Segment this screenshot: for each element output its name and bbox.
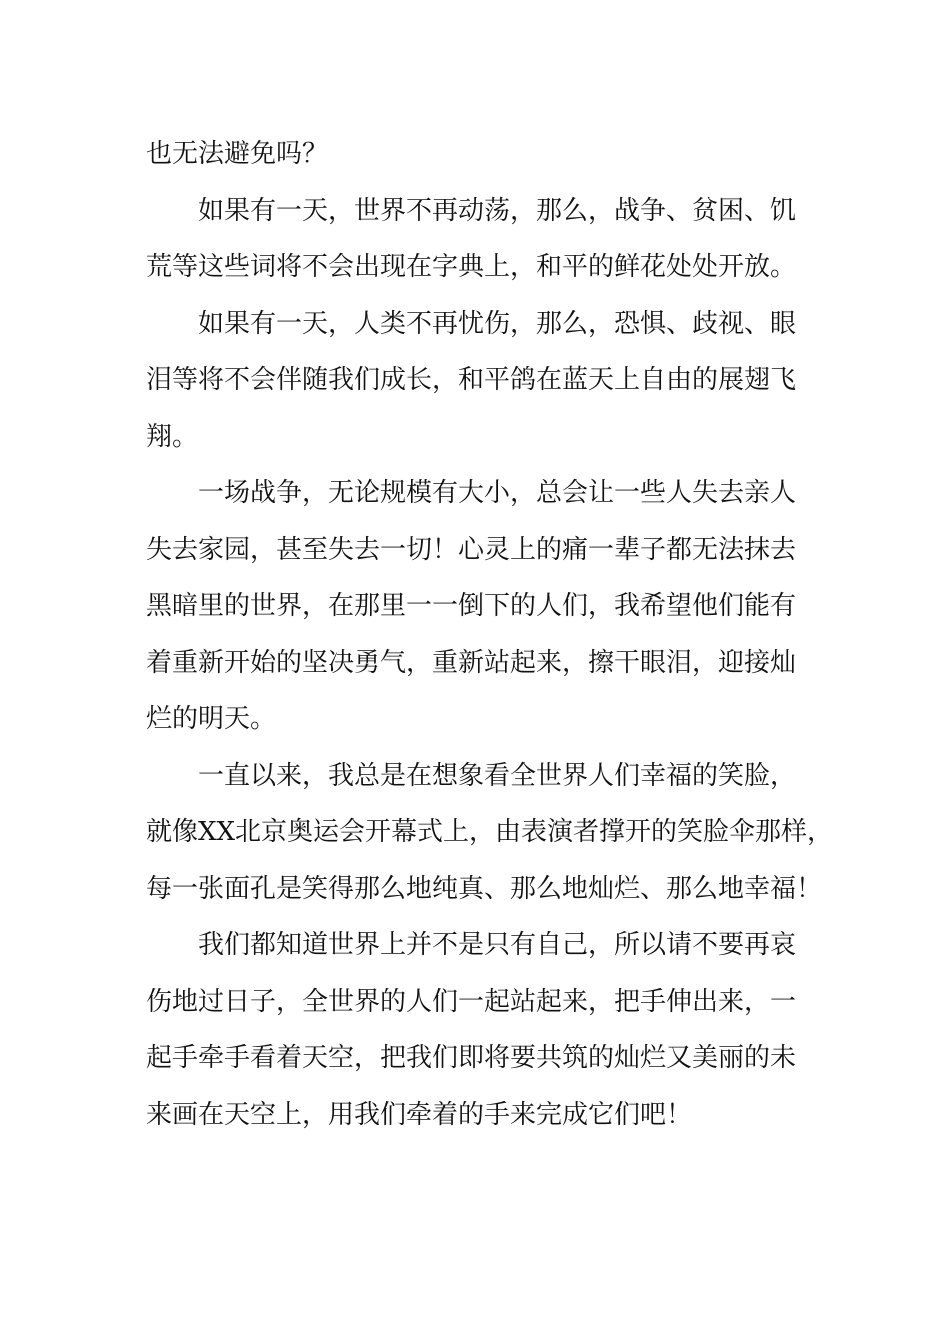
text-line: 如果有一天，世界不再动荡，那么，战争、贫困、饥 (198, 195, 797, 226)
text-line: 泪等将不会伴随我们成长，和平鸽在蓝天上自由的展翅飞 (146, 365, 797, 395)
text-line: 一场战争，无论规模有大小，总会让一些人失去亲人 (198, 478, 797, 508)
text-line: 伤地过日子，全世界的人们一起站起来，把手伸出来，一 (146, 986, 797, 1017)
text-line: 我们都知道世界上并不是只有自己，所以请不要再哀 (198, 930, 797, 960)
text-line: 就像XX北京奥运会开幕式上，由表演者撑开的笑脸伞那样， (146, 817, 834, 847)
text-line: 烂的明天。 (146, 704, 277, 734)
body-text (146, 126, 834, 1143)
text-line: 翔。 (146, 421, 199, 452)
text-line: 也无法避免吗？ (146, 139, 329, 169)
text-line: 荒等这些词将不会出现在字典上，和平的鲜花处处开放。 (146, 252, 797, 282)
text-line: 如果有一天，人类不再忧伤，那么，恐惧、歧视、眼 (198, 308, 797, 339)
text-line: 每一张面孔是笑得那么地纯真、那么地灿烂、那么地幸福！ (146, 873, 823, 904)
text-line: 黑暗里的世界，在那里一一倒下的人们，我希望他们能有 (146, 591, 797, 621)
text-line: 来画在天空上，用我们牵着的手来完成它们吧！ (146, 1099, 693, 1130)
text-line: 失去家园，甚至失去一切！心灵上的痛一辈子都无法抹去 (146, 534, 797, 565)
text-line: 一直以来，我总是在想象看全世界人们幸福的笑脸， (198, 760, 797, 791)
text-line: 着重新开始的坚决勇气，重新站起来，擦干眼泪，迎接灿 (146, 647, 797, 678)
text-line: 起手牵手看着天空，把我们即将要共筑的灿烂又美丽的未 (146, 1043, 797, 1073)
